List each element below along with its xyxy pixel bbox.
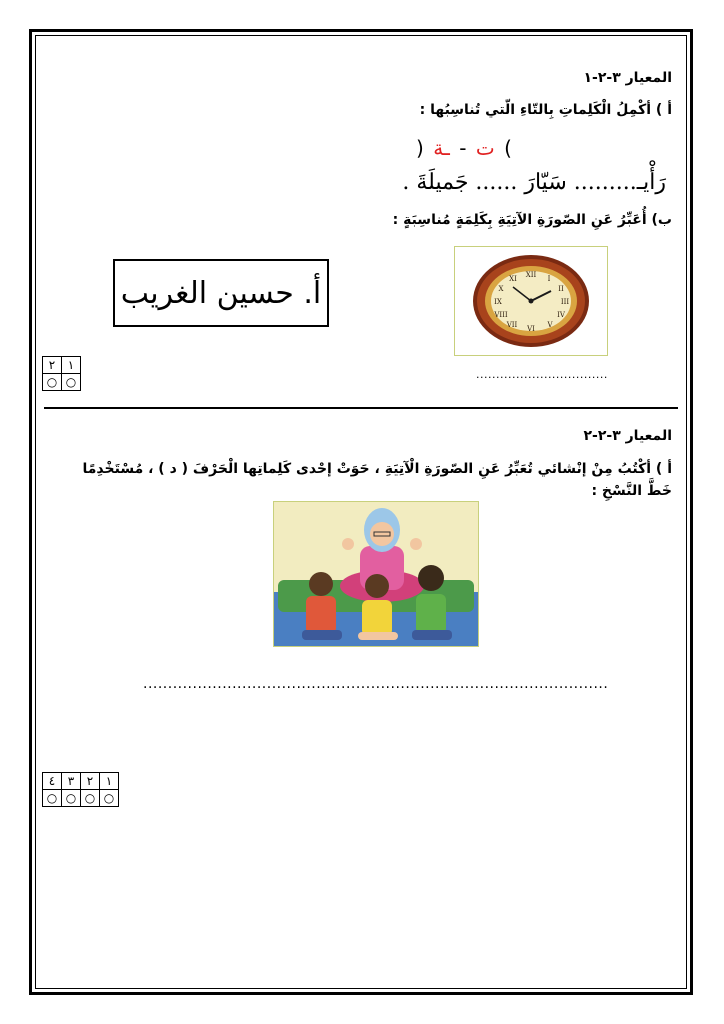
teacher-name: أ. حسين الغريب (120, 275, 322, 311)
section1-part-b-instruction: ب) أُعَبِّرُ عَنِ الصّورَةِ الآتِيَةِ بِكَلِمَةٍ مُناسِبَةٍ : (392, 212, 672, 228)
section2-instruction: أ ) أكْتُبُ مِنْ إنْشائي تُعَبِّرُ عَنِ الصّورَةِ الْآتِيَةِ ، حَوَتْ إحْدى كَلِماتِها الْحَرْفَ ( د ) ، مُسْتَخْدِمًا خَطَّ النَّسْخِ : (82, 461, 672, 499)
score-number: ٢ (81, 773, 100, 790)
score-number: ٢ (43, 357, 62, 374)
close-paren: ( (504, 136, 512, 160)
score-circle[interactable]: ○ (100, 790, 119, 807)
score-circle[interactable]: ○ (43, 790, 62, 807)
score-circle[interactable]: ○ (43, 374, 62, 391)
letter-options (416, 134, 512, 162)
svg-text:I: I (547, 275, 551, 283)
option-dash: - (459, 136, 467, 160)
option-ta: ت (475, 136, 495, 160)
score-number: ١ (100, 773, 119, 790)
storytelling-image (273, 501, 479, 647)
answer-line-2[interactable]: .............................................................................................. (143, 676, 609, 692)
svg-text:III: III (560, 298, 570, 306)
svg-text:VIII: VIII (494, 311, 508, 319)
score-table-1 (42, 356, 81, 391)
svg-text:IX: IX (494, 298, 502, 306)
open-paren: ) (416, 136, 424, 160)
section1-part-a-instruction: أ ) أكْمِلُ الْكَلِماتِ بِالتّاءِ الّتي تُناسِبُها : (419, 102, 672, 118)
svg-text:II: II (558, 285, 564, 293)
section1-heading: المعيار ٣-٢-١ (583, 70, 672, 86)
svg-text:VII: VII (506, 321, 518, 329)
storytelling-grandmother-icon (274, 502, 478, 646)
section-divider (44, 407, 678, 409)
answer-line-1[interactable]: ................................. (476, 368, 608, 381)
score-table-2 (42, 772, 119, 807)
svg-text:VI: VI (527, 325, 535, 333)
svg-text:XI: XI (509, 275, 517, 283)
score-circle[interactable]: ○ (81, 790, 100, 807)
svg-text:X: X (498, 285, 504, 293)
svg-text:XII: XII (525, 271, 537, 279)
wall-clock-icon (455, 247, 607, 355)
clock-image (454, 246, 608, 356)
score-circle[interactable]: ○ (62, 374, 81, 391)
svg-text:IV: IV (557, 311, 565, 319)
score-number: ١ (62, 357, 81, 374)
teacher-name-box (113, 259, 329, 327)
svg-text:V: V (547, 321, 553, 329)
fill-in-words: رَأْيـ......... سَيّارَ ...... جَميلَةَ . (402, 170, 666, 195)
score-number: ٤ (43, 773, 62, 790)
option-ta-marbuta: ـة (433, 136, 450, 160)
score-number: ٣ (62, 773, 81, 790)
section2-heading: المعيار ٣-٢-٢ (583, 428, 672, 444)
score-circle[interactable]: ○ (62, 790, 81, 807)
